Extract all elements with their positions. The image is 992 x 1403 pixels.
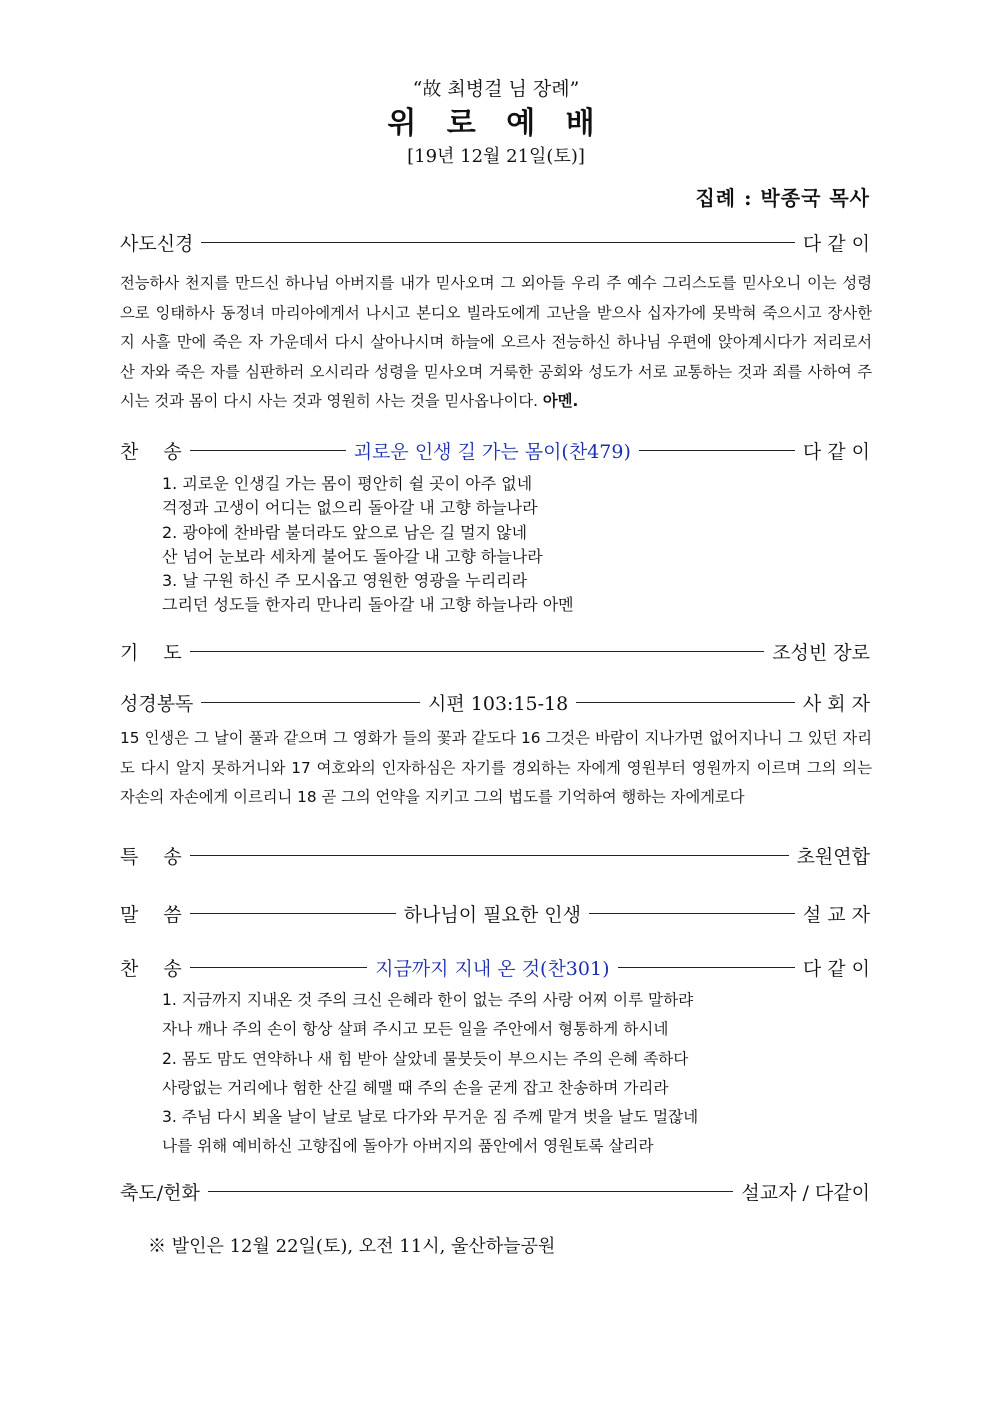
- burial-note: ※ 발인은 12월 22일(토), 오전 11시, 울산하늘공원: [148, 1236, 556, 1257]
- scripture-row: [120, 688, 870, 716]
- service-date: [19년 12월 21일(토)]: [407, 146, 585, 167]
- lyric-line: 3. 날 구원 하신 주 모시옵고 영원한 영광을 누리리라: [162, 571, 528, 591]
- hymn2-row: [120, 953, 870, 981]
- officiant: 집례 : 박종국 목사: [695, 186, 870, 210]
- lyric-line: 사랑없는 거리에나 험한 산길 헤맬 때 주의 손을 굳게 잡고 찬송하며 가리라: [162, 1078, 669, 1097]
- sermon-row: [120, 899, 870, 927]
- leader-line: [576, 702, 795, 703]
- leader-line: [208, 1191, 734, 1192]
- special-who: 초원연합: [796, 845, 870, 868]
- leader-line: [618, 967, 795, 968]
- leader-line: [201, 702, 420, 703]
- lyric-line: 2. 몸도 맘도 연약하나 새 힘 받아 살았네 물붓듯이 부으시는 주의 은혜 족하다: [162, 1049, 689, 1068]
- leader-line: [639, 450, 795, 451]
- lyric-line: 1. 괴로운 인생길 가는 몸이 평안히 쉴 곳이 아주 없네: [162, 474, 533, 493]
- prayer-label: 기 도: [120, 641, 182, 664]
- lyric-line: 자나 깨나 주의 손이 항상 살펴 주시고 모든 일을 주안에서 형통하게 하시네: [162, 1020, 669, 1039]
- prayer-who: 조성빈 장로: [772, 641, 870, 664]
- service-title: 위 로 예 배: [387, 106, 605, 141]
- benediction-row: [120, 1177, 870, 1205]
- leader-line: [589, 913, 795, 914]
- creed-text: [120, 269, 872, 417]
- hymn1-lyrics: [162, 472, 574, 618]
- sermon-who: 설 교 자: [802, 903, 871, 926]
- lyric-line: 1. 지금까지 지내온 것 주의 크신 은혜라 한이 없는 주의 사랑 어찌 이루 말하랴: [162, 991, 694, 1009]
- leader-line: [190, 450, 346, 451]
- leader-line: [190, 855, 789, 856]
- creed-amen: 아멘.: [542, 392, 579, 410]
- scripture-text: 15 인생은 그 날이 풀과 같으며 그 영화가 들의 꽃과 같도다 16 그것은 바람이 지나가면 없어지나니 그 있던 자리도 다시 알지 못하거니와 17 여호와의 인자하심은 자기를 경외하는 자에게 영원부터 영원까지 이르며 그의 의는 자손의 자손에게 이르리니 18 곧 그의 언약을 지키고 그의 법도를 기억하여 행하는 자에게로다: [120, 729, 872, 806]
- scripture-ref: 시편 103:15-18: [428, 692, 569, 715]
- leader-line: [190, 967, 367, 968]
- creed-row: [120, 228, 870, 256]
- hymn1-row: [120, 436, 870, 464]
- hymn2-label: 찬 송: [120, 957, 182, 980]
- special-label: 특 송: [120, 845, 182, 868]
- sermon-label: 말 씀: [120, 903, 182, 926]
- special-row: [120, 841, 870, 869]
- lyric-line: 걱정과 고생이 어디는 없으리 돌아갈 내 고향 하늘나라: [162, 498, 538, 518]
- funeral-subtitle: “故 최병걸 님 장례”: [412, 78, 580, 100]
- creed-who: 다 같 이: [802, 232, 870, 255]
- leader-line: [190, 913, 396, 914]
- lyric-line: 3. 주님 다시 뵈올 날이 날로 날로 다가와 무거운 짐 주께 맡겨 벗을 날도 멀잖네: [162, 1108, 699, 1127]
- prayer-row: [120, 637, 870, 665]
- scripture-who: 사 회 자: [802, 692, 870, 715]
- leader-line: [190, 651, 764, 652]
- creed-label: 사도신경: [120, 232, 194, 255]
- lyric-line: 나를 위해 예비하신 고향집에 돌아가 아버지의 품안에서 영원토록 살리라: [162, 1137, 654, 1156]
- lyric-line: 2. 광야에 찬바람 불더라도 앞으로 남은 길 멀지 않네: [162, 522, 528, 542]
- lyric-line: 그리던 성도들 한자리 만나리 돌아갈 내 고향 하늘나라 아멘: [162, 595, 574, 615]
- sermon-title: 하나님이 필요한 인생: [403, 903, 581, 926]
- benediction-who: 설교자 / 다같이: [741, 1181, 870, 1204]
- hymn2-who: 다 같 이: [802, 957, 870, 980]
- hymn1-label: 찬 송: [120, 440, 182, 463]
- hymn1-who: 다 같 이: [802, 440, 870, 463]
- scripture-label: 성경봉독: [120, 692, 194, 715]
- benediction-label: 축도/헌화: [120, 1181, 200, 1204]
- hymn2-title: 지금까지 지내 온 것(찬301): [375, 957, 610, 980]
- hymn1-title: 괴로운 인생 길 가는 몸이(찬479): [353, 440, 631, 463]
- lyric-line: 산 넘어 눈보라 세차게 불어도 돌아갈 내 고향 하늘나라: [162, 546, 543, 566]
- leader-line: [201, 242, 794, 243]
- hymn2-lyrics: [162, 986, 698, 1162]
- creed-body: 전능하사 천지를 만드신 하나님 아버지를 내가 믿사오며 그 외아들 우리 주 예수 그리스도를 믿사오니 이는 성령으로 잉태하사 동정녀 마리아에게서 나시고 본디오 빌라도에게 고난을 받으사 십자가에 못박혀 죽으시고 장사한지 사흘 만에 죽은 자 가운데서 다시 살아나시며 하늘에 오르사 전능하신 하나님 우편에 앉아계시다가 저리로서 산 자와 죽은 자를 심판하러 오시리라 성령을 믿사오며 거룩한 공회와 성도가 서로 교통하는 것과 죄를 사하여 주시는 것과 몸이 다시 사는 것과 영원히 사는 것을 믿사옵나이다.: [120, 274, 872, 410]
